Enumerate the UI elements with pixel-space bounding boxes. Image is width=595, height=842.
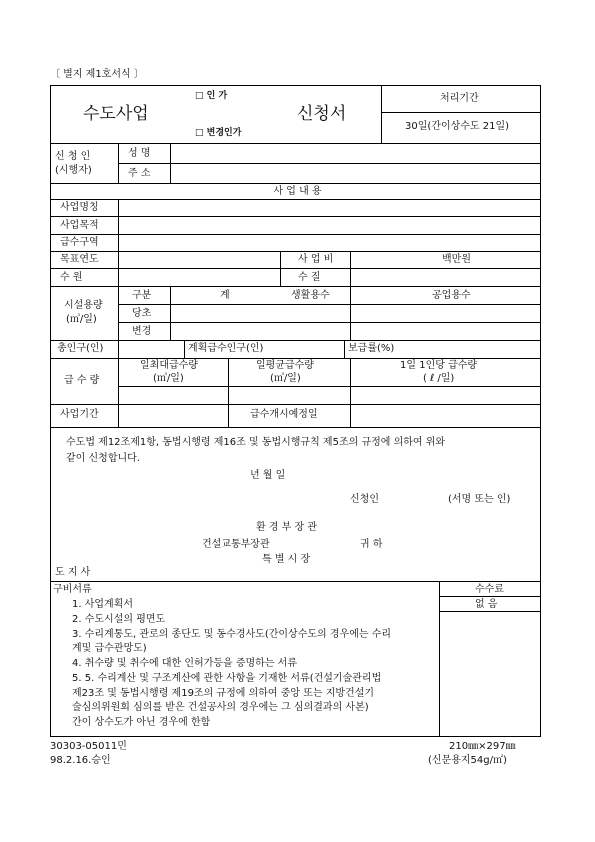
attachment-item: 4. 취수량 및 취수에 대한 인허가등을 증명하는 서류 bbox=[72, 658, 297, 669]
water-source-label: 수 원 bbox=[60, 272, 83, 283]
recipient-minister-environment: 환 경 부 장 관 bbox=[256, 522, 318, 533]
coverage-rate-label: 보급률(%) bbox=[348, 343, 395, 354]
applicant-signature-label: 신청인 bbox=[350, 494, 379, 505]
attachment-item: 술심의위원회 심의를 받은 건설공사의 경우에는 그 심의결과의 사본) bbox=[72, 702, 369, 713]
applicant-sublabel: (시행자) bbox=[55, 165, 92, 176]
col-total: 계 bbox=[220, 290, 230, 301]
attachment-item: 1. 사업계획서 bbox=[72, 599, 134, 610]
address-label: 주 소 bbox=[128, 168, 151, 179]
supply-start-label: 급수개시예정일 bbox=[250, 409, 318, 420]
applicant-address-field[interactable] bbox=[172, 166, 537, 181]
total-population-label: 총인구(인) bbox=[57, 343, 104, 354]
recipient-honorific: 귀 하 bbox=[360, 539, 383, 550]
avg-daily-supply-unit: (㎥/일) bbox=[270, 373, 301, 384]
attachment-item: 간이 상수도가 아닌 경우에 한함 bbox=[72, 717, 211, 728]
planned-population-label: 계획급수인구(인) bbox=[188, 343, 264, 354]
water-quality-label: 수 질 bbox=[298, 272, 321, 283]
per-capita-supply-unit: ( ℓ /일) bbox=[423, 373, 455, 384]
applicant-name-field[interactable] bbox=[172, 146, 537, 161]
project-cost-label: 사 업 비 bbox=[298, 254, 334, 265]
paper-type: (신문용지54g/㎡) bbox=[428, 755, 507, 766]
facility-capacity-label: 시설용량 bbox=[64, 300, 103, 311]
signature-note: (서명 또는 인) bbox=[448, 494, 511, 505]
target-year-label: 목표연도 bbox=[60, 254, 99, 265]
max-daily-supply-label: 일최대급수량 bbox=[140, 360, 198, 371]
processing-period-value: 30일(간이상수도 21일) bbox=[405, 121, 510, 132]
row-changed: 변경 bbox=[132, 326, 152, 337]
attachment-item: 제23조 및 동법시행령 제19조의 규정에 의하여 중앙 또는 지방건설기 bbox=[72, 688, 375, 699]
cost-unit: 백만원 bbox=[442, 254, 471, 265]
attachment-item: 2. 수도시설의 평면도 bbox=[72, 614, 166, 625]
recipient-governor: 도 지 사 bbox=[55, 567, 91, 578]
business-period-label: 사업기간 bbox=[60, 409, 99, 420]
attachments-title: 구비서류 bbox=[53, 584, 92, 595]
option-change-approval[interactable]: □ 변경인가 bbox=[195, 128, 242, 138]
attachment-item: 계및 급수관망도) bbox=[72, 643, 147, 654]
max-daily-supply-unit: (㎥/일) bbox=[153, 373, 184, 384]
declaration-line1: 수도법 제12조제1항, 동법시행령 제16조 및 동법시행규칙 제5조의 규정에 의하여 위와 bbox=[66, 437, 446, 448]
name-label: 성 명 bbox=[128, 148, 151, 159]
processing-period-label: 처리기간 bbox=[440, 93, 479, 104]
recipient-minister-construction: 건설교통부장관 bbox=[202, 539, 270, 550]
per-capita-supply-label: 1일 1인당 급수량 bbox=[400, 360, 478, 371]
col-domestic: 생활용수 bbox=[291, 290, 330, 301]
applicant-label: 신 청 인 bbox=[55, 151, 91, 162]
business-name-label: 사업명칭 bbox=[60, 202, 99, 213]
business-section-title: 사 업 내 용 bbox=[273, 186, 322, 197]
row-initial: 당초 bbox=[132, 308, 152, 319]
supply-area-label: 급수구역 bbox=[60, 237, 99, 248]
col-industrial: 공업용수 bbox=[432, 290, 471, 301]
declaration-line2: 같이 신청합니다. bbox=[66, 453, 140, 464]
avg-daily-supply-label: 일평균급수량 bbox=[256, 360, 314, 371]
fee-value: 없 음 bbox=[475, 599, 498, 610]
title-left: 수도사업 bbox=[83, 104, 149, 124]
fee-label: 수수료 bbox=[475, 584, 504, 595]
paper-size: 210㎜×297㎜ bbox=[449, 741, 516, 752]
attachment-item: 3. 수리계통도, 관로의 종단도 및 동수경사도(간이상수도의 경우에는 수리 bbox=[72, 629, 392, 640]
title-right: 신청서 bbox=[297, 104, 347, 124]
col-type: 구분 bbox=[132, 290, 152, 301]
application-date: 년 월 일 bbox=[250, 470, 286, 481]
supply-volume-label: 급 수 량 bbox=[64, 375, 100, 386]
form-code: 30303-05011민 bbox=[50, 741, 127, 752]
attachment-item: 5. 5. 수리계산 및 구조계산에 관한 사항을 기재한 서류(건설기술관리법 bbox=[72, 673, 382, 684]
form-label: 〔 별지 제1호서식 〕 bbox=[50, 69, 144, 80]
recipient-mayor: 특 별 시 장 bbox=[262, 554, 311, 565]
facility-capacity-unit: (㎥/일) bbox=[66, 314, 97, 325]
approval-date: 98.2.16.승인 bbox=[50, 755, 111, 766]
option-new-approval[interactable]: □ 인 가 bbox=[195, 91, 228, 101]
business-purpose-label: 사업목적 bbox=[60, 220, 99, 231]
